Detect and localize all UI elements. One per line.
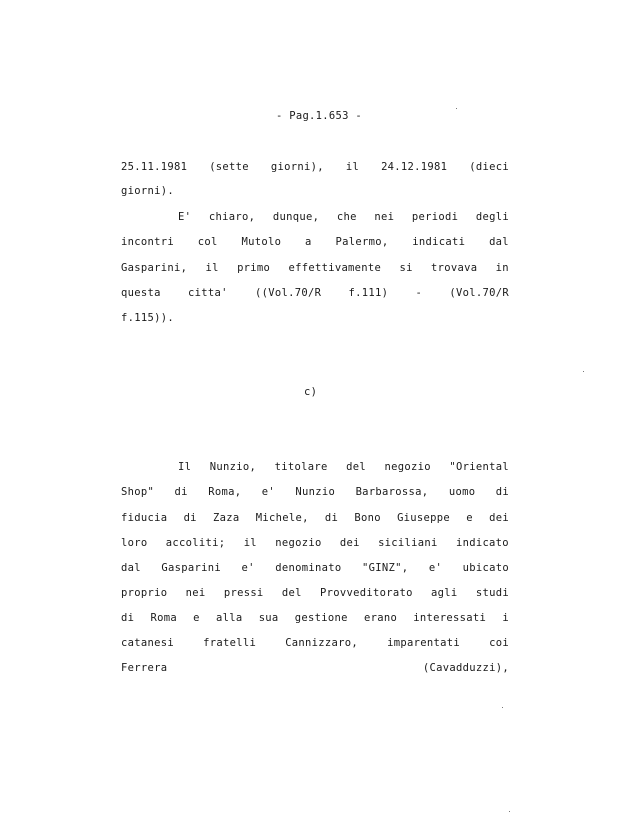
- word: pressi: [223, 587, 264, 599]
- word: interessati: [413, 612, 487, 624]
- word: questa: [121, 287, 161, 299]
- word: ubicato: [462, 562, 509, 574]
- word: agli: [431, 587, 458, 599]
- word: di: [174, 486, 188, 498]
- word: loro: [121, 537, 148, 549]
- word: proprio: [121, 587, 168, 599]
- word: denominato: [275, 562, 342, 574]
- word: chiaro,: [208, 211, 256, 223]
- word: Shop": [121, 486, 155, 498]
- word: f.111): [348, 287, 389, 299]
- word: e': [241, 562, 255, 574]
- word: 24.12.1981: [381, 161, 448, 173]
- word: erano: [363, 612, 398, 624]
- page-number-header: - Pag.1.653 -: [275, 110, 363, 122]
- word: i: [502, 612, 509, 624]
- word: catanesi: [121, 637, 174, 649]
- word: siciliani: [378, 537, 438, 549]
- word: Nunzio: [295, 486, 336, 498]
- word: uomo: [448, 486, 476, 498]
- scan-speck: [509, 811, 510, 812]
- word: gestione: [294, 612, 348, 624]
- paragraph-2-line-5: f.115)).: [121, 312, 174, 324]
- word: in: [495, 262, 509, 274]
- paragraph-3-line-2: [121, 485, 509, 499]
- paragraph-2-line-3: [121, 261, 509, 275]
- scan-speck: [502, 707, 503, 708]
- word: Gasparini: [161, 562, 221, 574]
- word: studi: [475, 587, 509, 599]
- word: di: [324, 512, 339, 524]
- word: e: [466, 512, 473, 524]
- word: si: [399, 262, 413, 274]
- word: Nunzio,: [209, 461, 257, 473]
- word: titolare: [274, 461, 328, 473]
- word: alla: [215, 612, 243, 624]
- word: incontri: [121, 236, 174, 248]
- word: Il: [178, 461, 192, 473]
- paragraph-3-line-3: [121, 511, 509, 525]
- word: il: [205, 262, 219, 274]
- paragraph-3-line-4: [121, 536, 509, 550]
- word: il: [345, 161, 360, 173]
- word: (Cavadduzzi),: [422, 662, 509, 674]
- word: "Oriental: [449, 461, 509, 473]
- word: indicati: [412, 236, 466, 248]
- word: di: [183, 512, 197, 524]
- word: ((Vol.70/R: [255, 287, 322, 299]
- paragraph-2-line-1: [178, 210, 509, 224]
- word: dei: [339, 537, 360, 549]
- word: Zaza: [213, 512, 240, 524]
- paragraph-3-line-5: [121, 561, 509, 575]
- word: Ferrera: [121, 662, 168, 674]
- word: a: [305, 236, 312, 248]
- word: Cannizzaro,: [285, 637, 359, 649]
- word: dal: [121, 562, 141, 574]
- word: che: [336, 211, 357, 223]
- paragraph-3-line-9: [121, 661, 509, 675]
- paragraph-1-line-1: [121, 160, 509, 174]
- word: (Vol.70/R: [449, 287, 509, 299]
- scan-speck: [456, 108, 457, 109]
- word: Provveditorato: [320, 587, 413, 599]
- word: "GINZ",: [362, 562, 409, 574]
- word: negozio: [275, 537, 322, 549]
- word: dal: [489, 236, 509, 248]
- word: sua: [258, 612, 279, 624]
- word: periodi: [411, 211, 459, 223]
- word: citta': [188, 287, 228, 299]
- word: Mutolo: [241, 236, 282, 248]
- word: Barbarossa,: [355, 486, 429, 498]
- word: del: [346, 461, 367, 473]
- word: effettivamente: [288, 262, 382, 274]
- word: col: [197, 236, 218, 248]
- paragraph-3-line-8: [121, 636, 509, 650]
- word: (sette: [209, 161, 249, 173]
- word: dei: [489, 512, 509, 524]
- word: e: [193, 612, 200, 624]
- word: trovava: [431, 262, 478, 274]
- word: (dieci: [469, 161, 509, 173]
- word: dunque,: [272, 211, 320, 223]
- scan-speck: [583, 371, 584, 372]
- word: E': [178, 211, 192, 223]
- word: 25.11.1981: [121, 161, 188, 173]
- paragraph-1-line-2: giorni).: [121, 185, 174, 197]
- paragraph-3-line-1: [178, 460, 509, 474]
- word: Palermo,: [335, 236, 389, 248]
- word: Gasparini,: [121, 262, 188, 274]
- word: imparentati: [387, 637, 460, 649]
- word: coi: [489, 637, 509, 649]
- word: Giuseppe: [397, 512, 451, 524]
- word: accoliti;: [165, 537, 226, 549]
- word: e': [428, 562, 443, 574]
- word: Roma,: [208, 486, 242, 498]
- paragraph-2-line-2: [121, 235, 509, 249]
- paragraph-2-line-4: [121, 286, 509, 300]
- word: fratelli: [203, 637, 257, 649]
- word: e': [261, 486, 275, 498]
- word: Bono: [354, 512, 381, 524]
- word: degli: [475, 211, 509, 223]
- section-heading: c): [304, 386, 318, 398]
- word: indicato: [455, 537, 509, 549]
- paragraph-3-line-7: [121, 611, 509, 625]
- word: il: [243, 537, 257, 549]
- word: nei: [185, 587, 206, 599]
- word: giorni),: [270, 161, 324, 173]
- word: di: [495, 486, 509, 498]
- word: nei: [374, 211, 395, 223]
- word: del: [281, 587, 302, 599]
- word: di: [121, 612, 135, 624]
- word: fiducia: [121, 512, 168, 524]
- word: primo: [237, 262, 271, 274]
- word: -: [415, 287, 423, 299]
- paragraph-3-line-6: [121, 586, 509, 600]
- word: Roma: [150, 612, 177, 624]
- word: Michele,: [255, 512, 309, 524]
- word: negozio: [384, 461, 431, 473]
